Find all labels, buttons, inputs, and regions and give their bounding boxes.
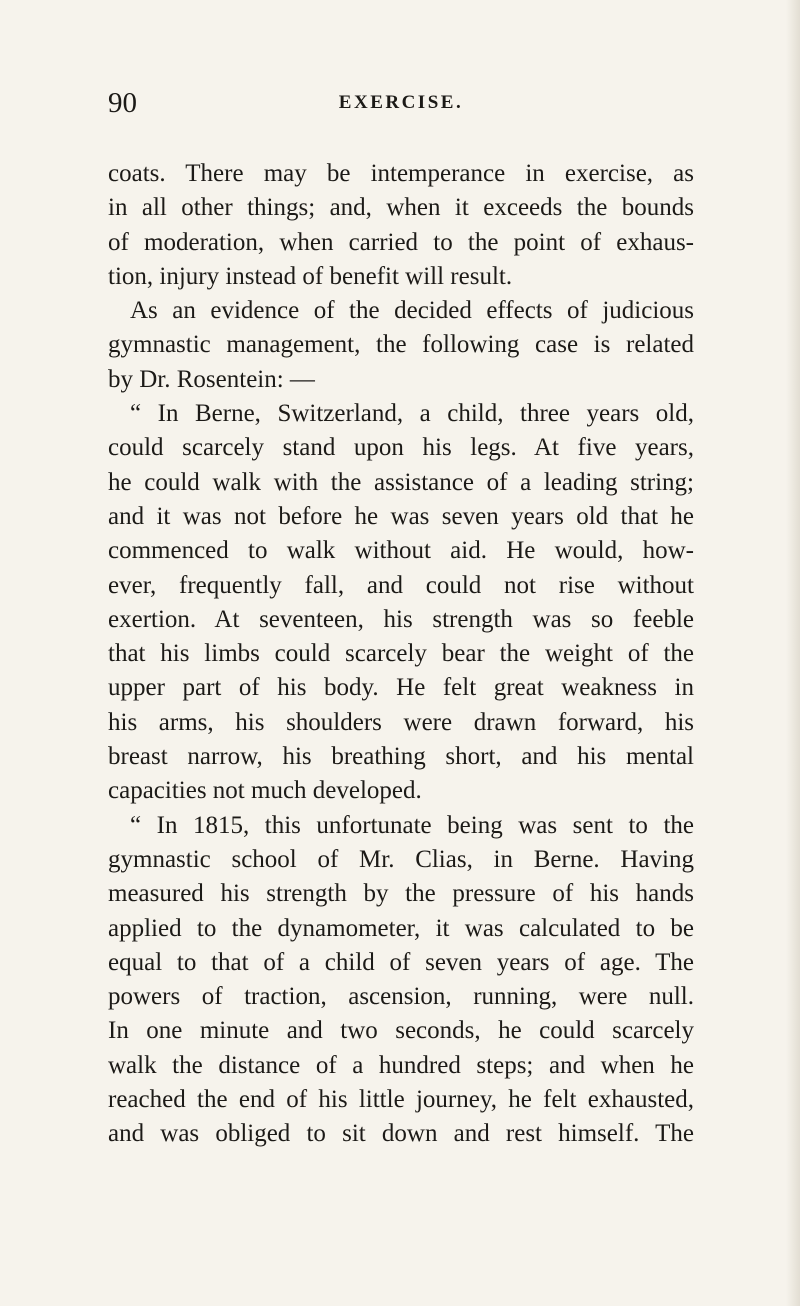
text-line: his arms, his shoulders were drawn forward, his xyxy=(108,708,694,736)
text-line: and it was not before he was seven years old that he xyxy=(108,502,694,530)
text-line: in all other things; and, when it exceeds the bounds xyxy=(108,194,694,222)
text-line: by Dr. Rosentein: — xyxy=(108,365,315,393)
text-line: could scarcely stand upon his legs. At five years, xyxy=(108,434,694,462)
text-line: commenced to walk without aid. He would, how- xyxy=(108,537,694,565)
running-head xyxy=(108,86,694,126)
text-line: he could walk with the assistance of a leading string; xyxy=(108,468,694,496)
text-line: breast narrow, his breathing short, and his mental xyxy=(108,743,694,771)
running-title: EXERCISE. xyxy=(338,92,464,113)
text-line: upper part of his body. He felt great weakness in xyxy=(108,674,694,702)
text-line: gymnastic school of Mr. Clias, in Berne. Having xyxy=(108,845,694,873)
text-line: capacities not much developed. xyxy=(108,777,422,805)
text-line: measured his strength by the pressure of his hands xyxy=(108,880,694,908)
text-line: powers of traction, ascension, running, were null. xyxy=(108,983,694,1011)
text-line: applied to the dynamometer, it was calculated to be xyxy=(108,914,694,942)
text-line: As an evidence of the decided effects of judicious xyxy=(130,297,694,325)
text-line: walk the distance of a hundred steps; and when he xyxy=(108,1051,694,1079)
text-line: “ In 1815, this unfortunate being was sent to the xyxy=(130,811,694,839)
text-line: ever, frequently fall, and could not rise without xyxy=(108,571,694,599)
text-line: that his limbs could scarcely bear the weight of the xyxy=(108,640,694,668)
text-line: equal to that of a child of seven years of age. The xyxy=(108,948,694,976)
text-line: exertion. At seventeen, his strength was so feeble xyxy=(108,605,694,633)
body-text xyxy=(108,157,694,1152)
text-line: of moderation, when carried to the point of exhaus- xyxy=(108,228,694,256)
page-number: 90 xyxy=(108,87,137,119)
text-line: gymnastic management, the following case is related xyxy=(108,331,694,359)
text-line: reached the end of his little journey, he felt exhausted, xyxy=(108,1086,694,1114)
text-line: coats. There may be intemperance in exercise, as xyxy=(108,160,694,187)
text-line: In one minute and two seconds, he could scarcely xyxy=(108,1017,694,1045)
text-line: and was obliged to sit down and rest himself. The xyxy=(108,1120,694,1148)
text-line: “ In Berne, Switzerland, a child, three years old, xyxy=(130,400,694,428)
text-line: tion, injury instead of benefit will result. xyxy=(108,262,513,290)
page-edge-shadow xyxy=(786,0,800,1306)
